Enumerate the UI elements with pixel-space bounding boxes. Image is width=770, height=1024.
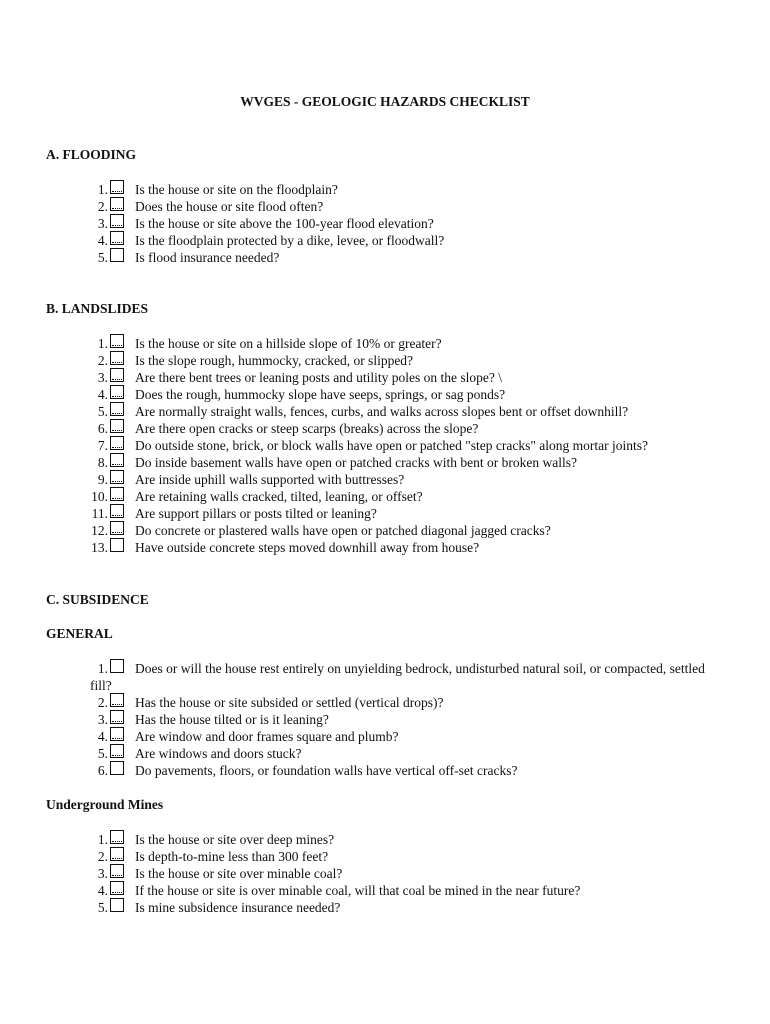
checkbox[interactable] (110, 385, 124, 399)
item-question: Are windows and doors stuck? (135, 746, 302, 761)
item-number: 4. (97, 233, 108, 248)
checkbox[interactable] (110, 504, 124, 518)
item-question: Does the house or site flood often? (135, 199, 324, 214)
item-number: 13. (91, 540, 108, 555)
item-question: Has the house or site subsided or settled (vertical drops)? (135, 695, 444, 710)
checkbox[interactable] (110, 847, 124, 861)
item-number: 5. (97, 404, 108, 419)
item-question: Are normally straight walls, fences, curbs, and walks across slopes bent or offset downhill? (135, 404, 629, 419)
item-number: 2. (97, 695, 108, 710)
section-heading-flooding: A. FLOODING (46, 147, 137, 162)
item-question: If the house or site is over minable coal, will that coal be mined in the near future? (135, 883, 581, 898)
item-question: Is mine subsidence insurance needed? (135, 900, 341, 915)
checkbox[interactable] (110, 453, 124, 467)
item-question: Is the house or site above the 100-year flood elevation? (135, 216, 434, 231)
item-question: Have outside concrete steps moved downhill away from house? (135, 540, 480, 555)
checkbox[interactable] (110, 180, 124, 194)
item-question: Is the house or site on the floodplain? (135, 182, 338, 197)
item-number: 1. (97, 832, 108, 847)
item-number: 2. (97, 849, 108, 864)
checkbox[interactable] (110, 487, 124, 501)
checkbox[interactable] (110, 197, 124, 211)
item-question-continued: fill? (90, 678, 112, 693)
item-question: Is depth-to-mine less than 300 feet? (135, 849, 329, 864)
item-number: 9. (97, 472, 108, 487)
checkbox[interactable] (110, 402, 124, 416)
subsection-heading-underground-mines: Underground Mines (46, 797, 164, 812)
item-number: 2. (97, 199, 108, 214)
item-question: Do inside basement walls have open or patched cracks with bent or broken walls? (135, 455, 577, 470)
item-question: Does the rough, hummocky slope have seeps, springs, or sag ponds? (135, 387, 506, 402)
item-number: 1. (97, 661, 108, 676)
item-question: Are window and door frames square and plumb? (135, 729, 399, 744)
item-number: 4. (97, 387, 108, 402)
item-number: 1. (97, 182, 108, 197)
item-question: Is the slope rough, hummocky, cracked, or slipped? (135, 353, 414, 368)
item-number: 1. (97, 336, 108, 351)
checkbox[interactable] (110, 659, 124, 673)
subsection-heading-general: GENERAL (46, 626, 113, 641)
checkbox[interactable] (110, 727, 124, 741)
item-number: 5. (97, 250, 108, 265)
item-question: Does or will the house rest entirely on unyielding bedrock, undisturbed natural soil, or compacted, settled (135, 661, 705, 676)
checkbox[interactable] (110, 693, 124, 707)
checkbox[interactable] (110, 761, 124, 775)
item-question: Is the floodplain protected by a dike, levee, or floodwall? (135, 233, 445, 248)
page-title: WVGES - GEOLOGIC HAZARDS CHECKLIST (240, 94, 530, 109)
checkbox[interactable] (110, 521, 124, 535)
item-number: 8. (97, 455, 108, 470)
checkbox[interactable] (110, 830, 124, 844)
checkbox[interactable] (110, 214, 124, 228)
checkbox[interactable] (110, 248, 124, 262)
item-number: 11. (91, 506, 108, 521)
checkbox[interactable] (110, 419, 124, 433)
item-question: Is the house or site over deep mines? (135, 832, 335, 847)
item-question: Is flood insurance needed? (135, 250, 280, 265)
checkbox[interactable] (110, 710, 124, 724)
item-number: 4. (97, 883, 108, 898)
item-number: 5. (97, 900, 108, 915)
checkbox[interactable] (110, 744, 124, 758)
item-number: 3. (97, 216, 108, 231)
checkbox[interactable] (110, 351, 124, 365)
item-question: Do concrete or plastered walls have open or patched diagonal jagged cracks? (135, 523, 551, 538)
checkbox[interactable] (110, 436, 124, 450)
item-number: 2. (97, 353, 108, 368)
item-question: Has the house tilted or is it leaning? (135, 712, 329, 727)
item-question: Is the house or site on a hillside slope of 10% or greater? (135, 336, 442, 351)
item-number: 6. (97, 421, 108, 436)
item-number: 6. (97, 763, 108, 778)
checkbox[interactable] (110, 231, 124, 245)
section-heading-landslides: B. LANDSLIDES (46, 301, 149, 316)
item-question: Do pavements, floors, or foundation walls have vertical off-set cracks? (135, 763, 518, 778)
item-question: Are retaining walls cracked, tilted, leaning, or offset? (135, 489, 423, 504)
checkbox[interactable] (110, 538, 124, 552)
item-question: Do outside stone, brick, or block walls have open or patched "step cracks" along mortar joints? (135, 438, 649, 453)
item-question: Is the house or site over minable coal? (135, 866, 343, 881)
item-number: 7. (97, 438, 108, 453)
item-number: 4. (97, 729, 108, 744)
item-number: 3. (97, 866, 108, 881)
checkbox[interactable] (110, 881, 124, 895)
checkbox[interactable] (110, 864, 124, 878)
checkbox[interactable] (110, 470, 124, 484)
checkbox[interactable] (110, 898, 124, 912)
item-question: Are there bent trees or leaning posts and utility poles on the slope? \ (135, 370, 503, 385)
item-number: 5. (97, 746, 108, 761)
item-question: Are inside uphill walls supported with buttresses? (135, 472, 405, 487)
item-number: 10. (91, 489, 108, 504)
checkbox[interactable] (110, 334, 124, 348)
item-question: Are support pillars or posts tilted or leaning? (135, 506, 377, 521)
item-question: Are there open cracks or steep scarps (breaks) across the slope? (135, 421, 479, 436)
checkbox[interactable] (110, 368, 124, 382)
section-heading-subsidence: C. SUBSIDENCE (46, 592, 149, 607)
item-number: 3. (97, 370, 108, 385)
item-number: 3. (97, 712, 108, 727)
item-number: 12. (91, 523, 108, 538)
